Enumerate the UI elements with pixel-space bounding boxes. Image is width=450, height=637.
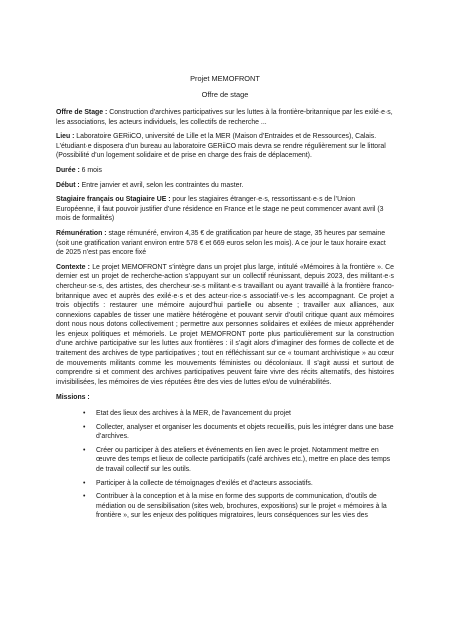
offre-section bbox=[56, 108, 394, 127]
document-subtitle: Offre de stage bbox=[201, 90, 249, 99]
list-item-text: Etat des lieux des archives à la MER, de l’avancement du projet bbox=[96, 410, 291, 418]
missions-list bbox=[56, 409, 394, 521]
debut-label: Début : bbox=[56, 181, 80, 189]
lieu-label: Lieu : bbox=[56, 133, 75, 141]
stagiaire-text: pour les stagiaires étranger·e·s, ressortissant·e·s de l’Union Européenne, il faut pouvoir justifier d’une résidence en France et le stage ne peut commencer avant avril (3 mois de formalités) bbox=[56, 196, 384, 223]
bullet-icon: • bbox=[83, 479, 86, 487]
bullet-icon: • bbox=[83, 493, 86, 501]
offre-text: Construction d’archives participatives sur les luttes à la frontière-britannique par les exilé·e·s, les associations, les acteurs individuels, les collectifs de recherche ... bbox=[56, 109, 393, 126]
list-item bbox=[83, 446, 394, 475]
lieu-section bbox=[56, 132, 394, 161]
list-item bbox=[83, 409, 394, 419]
list-item bbox=[83, 479, 394, 489]
list-item-text: Créer ou participer à des ateliers et événements en lien avec le projet. Notamment mettre en œuvre des temps et lieux de collecte participatifs (café archives etc.), mettre en place des temps de travail collectif sur les outils. bbox=[96, 446, 391, 473]
bullet-icon: • bbox=[83, 446, 86, 454]
duree-section bbox=[56, 166, 394, 176]
contexte-section bbox=[56, 263, 394, 388]
debut-section bbox=[56, 181, 394, 191]
list-item bbox=[83, 492, 394, 521]
list-item-text: Participer à la collecte de témoignages d’exilés et d’acteurs associatifs. bbox=[96, 479, 313, 487]
missions-label: Missions : bbox=[56, 394, 90, 402]
duree-label: Durée : bbox=[56, 166, 80, 174]
contexte-text: Le projet MEMOFRONT s’intègre dans un projet plus large, intitulé «Mémoires à la frontière ». Ce dernier est un projet de recherche-action s’appuyant sur un collectif réunissant, depuis 2023, des militant·e·s chercheur·se·s, des artistes, des chercheur·se·s militant·e·s travaillant ou ayant travaillé à la frontière franco-britannique avec et auprès des exilé·e·s et des acteur·rice·s associatif·ve·s les accompagnant. Ce projet a trois objectifs : restaurer une mémoire aujourd’hui partielle ou absente ; travailler aux alliances, aux connexions capables de tisser une matière hétérogène et pouvant servir d’outil critique quant aux mémoires dont nous nous dotons collectivement ; permettre aux personnes solidaires et exilées de mieux appréhender les enjeux politiques et mémoriels. Le projet MEMOFRONT porte plus particulièrement sur la construction d’une archive participative sur les luttes aux frontières : il s’agit alors d’imaginer des formes de collecte et de traitement des archives de type participatives ; tout en réfléchissant sur ce « tournant archivistique » au cœur de mouvements militants comme les mouvements féministes ou décoloniaux. Il s’agit aussi et surtout de comprendre si et comment des archives participatives peuvent faire vivre des récits alternatifs, des histoires invisibilisées, les mémoires de vies réputées être des vies de luttes et/ou de vulnérabilités. bbox=[56, 263, 394, 386]
remuneration-text: stage rémunéré, environ 4,35 € de gratification par heure de stage, 35 heures par semaine (soit une gratification variant environ entre 578 € et 669 euros selon les mois). A ce jour le taux horaire exact de 2025 n’est pas encore fixé bbox=[56, 229, 386, 257]
duree-text: 6 mois bbox=[79, 166, 102, 174]
bullet-icon: • bbox=[83, 410, 86, 418]
offre-label: Offre de Stage : bbox=[56, 109, 108, 116]
document-title: Projet MEMOFRONT bbox=[190, 74, 260, 83]
debut-text: Entre janvier et avril, selon les contraintes du master. bbox=[79, 181, 244, 189]
remuneration-section bbox=[56, 229, 394, 258]
list-item-text: Contribuer à la conception et à la mise en forme des supports de communication, d’outils de médiation ou de sensibilisation (sites web, brochures, expositions) sur le projet « mémoires à la frontière », sur les enjeux des politiques migratoires, leurs conséquences sur les vies des bbox=[96, 493, 387, 520]
stagiaire-section bbox=[56, 195, 394, 224]
lieu-text: Laboratoire GERiiCO, université de Lille et la MER (Maison d’Entraides et de Ressources), Calais. L’étudiant·e disposera d’un bureau au laboratoire GERiiCO mais devra se rendre régulièrement sur le littoral (Possibilité d’un logement solidaire et de prise en charge des frais de déplacement). bbox=[56, 133, 386, 160]
contexte-label: Contexte : bbox=[56, 263, 90, 271]
list-item bbox=[83, 423, 394, 442]
remuneration-label: Rémunération : bbox=[56, 229, 107, 237]
list-item-text: Collecter, analyser et organiser les documents et objets recueillis, puis les intégrer dans une base d’archives. bbox=[96, 423, 394, 441]
stagiaire-label: Stagiaire français ou Stagiaire UE : bbox=[56, 196, 171, 204]
missions-section bbox=[56, 393, 394, 403]
bullet-icon: • bbox=[83, 423, 86, 431]
